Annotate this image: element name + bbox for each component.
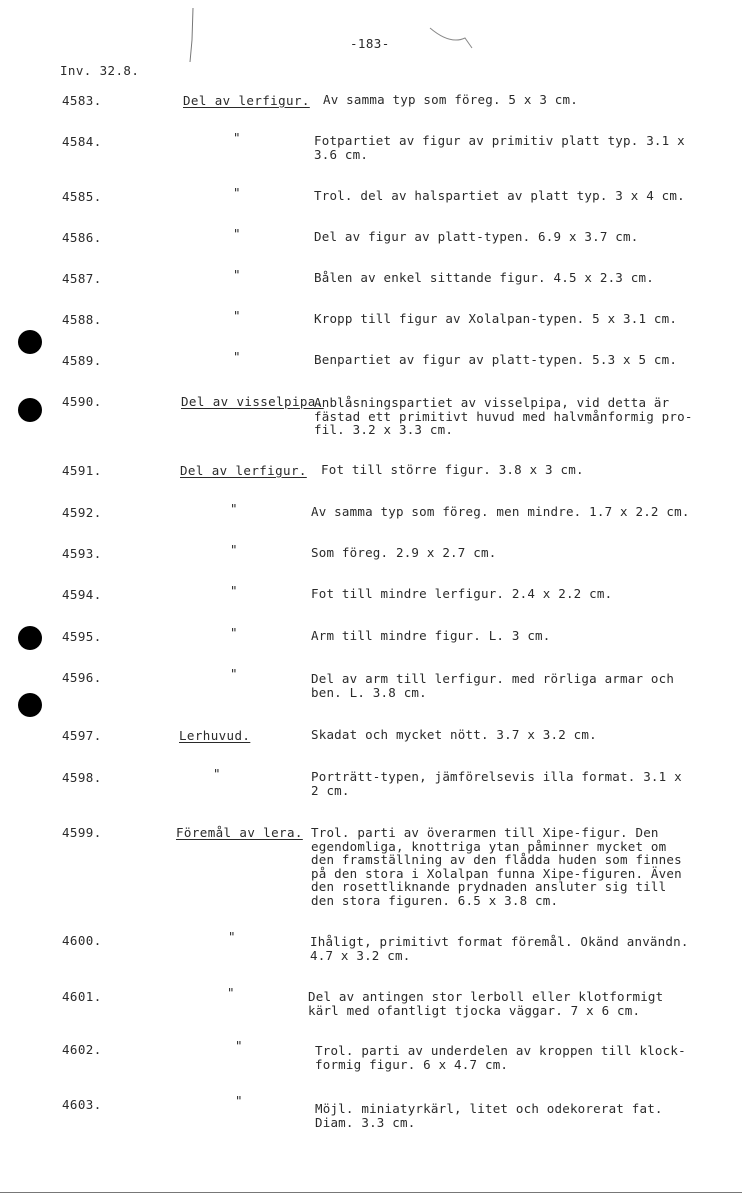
entry-description: Del av antingen stor lerboll eller klotformigt kärl med ofantligt tjocka väggar. 7 x 6 cm. xyxy=(308,989,664,1018)
entry-description: Benpartiet av figur av platt-typen. 5.3 x 5 cm. xyxy=(314,352,678,367)
entry-number: 4603. xyxy=(62,1097,102,1112)
punch-hole xyxy=(18,398,42,422)
entry-category: Föremål av lera. xyxy=(176,825,303,840)
punch-hole xyxy=(18,693,42,717)
entry-number: 4584. xyxy=(62,134,102,149)
entry-number: 4587. xyxy=(62,271,102,286)
ditto-mark: " xyxy=(213,766,221,781)
entry-category: Del av lerfigur. xyxy=(180,463,307,478)
entry-category: Del av lerfigur. xyxy=(183,93,310,108)
entry-description: Del av arm till lerfigur. med rörliga armar och ben. L. 3.8 cm. xyxy=(311,671,675,700)
entry-number: 4592. xyxy=(62,505,102,520)
ditto-mark: " xyxy=(235,1038,243,1053)
entry-description: Anblåsningspartiet av visselpipa, vid detta är fästad ett primitivt huvud med halvmånformig pro- fil. 3.2 x 3.3 cm. xyxy=(314,395,693,437)
entry-number: 4583. xyxy=(62,93,102,108)
entry-number: 4598. xyxy=(62,770,102,785)
punch-hole xyxy=(18,626,42,650)
entry-number: 4588. xyxy=(62,312,102,327)
page-bottom-edge xyxy=(0,1192,742,1193)
entry-description: Kropp till figur av Xolalpan-typen. 5 x 3.1 cm. xyxy=(314,311,678,326)
ditto-mark: " xyxy=(233,226,241,241)
entry-number: 4597. xyxy=(62,728,102,743)
ditto-mark: " xyxy=(230,625,238,640)
entry-description: Bålen av enkel sittande figur. 4.5 x 2.3 cm. xyxy=(314,270,654,285)
entry-description: Trol. parti av överarmen till Xipe-figur. Den egendomliga, knottriga ytan påminner mycket om den framställning av den flådda huden som finnes på den stora i Xolalpan funna Xipe-figuren. Även den rosettliknande prydnaden ansluter sig till den stora figuren. 6.5 x 3.8 cm. xyxy=(311,825,682,908)
ditto-mark: " xyxy=(233,308,241,323)
entry-description: Ihåligt, primitivt format föremål. Okänd användn. 4.7 x 3.2 cm. xyxy=(310,934,689,963)
ditto-mark: " xyxy=(230,666,238,681)
entry-description: Fot till större figur. 3.8 x 3 cm. xyxy=(321,462,584,477)
entry-number: 4602. xyxy=(62,1042,102,1057)
entry-number: 4586. xyxy=(62,230,102,245)
entry-number: 4601. xyxy=(62,989,102,1004)
entry-number: 4589. xyxy=(62,353,102,368)
entry-number: 4600. xyxy=(62,933,102,948)
entry-description: Trol. del av halspartiet av platt typ. 3 x 4 cm. xyxy=(314,188,685,203)
entry-description: Som föreg. 2.9 x 2.7 cm. xyxy=(311,545,497,560)
ditto-mark: " xyxy=(230,542,238,557)
entry-number: 4595. xyxy=(62,629,102,644)
entry-number: 4594. xyxy=(62,587,102,602)
ditto-mark: " xyxy=(227,985,235,1000)
entry-description: Möjl. miniatyrkärl, litet och odekorerat fat. Diam. 3.3 cm. xyxy=(315,1101,663,1130)
entry-description: Skadat och mycket nött. 3.7 x 3.2 cm. xyxy=(311,727,597,742)
ditto-mark: " xyxy=(233,185,241,200)
ditto-mark: " xyxy=(228,929,236,944)
ditto-mark: " xyxy=(233,130,241,145)
ditto-mark: " xyxy=(230,501,238,516)
entry-description: Av samma typ som föreg. men mindre. 1.7 x 2.2 cm. xyxy=(311,504,690,519)
entry-category: Lerhuvud. xyxy=(179,728,251,743)
entry-number: 4590. xyxy=(62,394,102,409)
entry-category: Del av visselpipa. xyxy=(181,394,324,409)
inventory-label: Inv. 32.8. xyxy=(60,63,140,78)
entry-description: Fotpartiet av figur av primitiv platt typ. 3.1 x 3.6 cm. xyxy=(314,133,685,162)
ditto-mark: " xyxy=(235,1093,243,1108)
ditto-mark: " xyxy=(233,267,241,282)
entry-description: Av samma typ som föreg. 5 x 3 cm. xyxy=(323,92,578,107)
entry-number: 4593. xyxy=(62,546,102,561)
entry-description: Arm till mindre figur. L. 3 cm. xyxy=(311,628,551,643)
punch-hole xyxy=(18,330,42,354)
ditto-mark: " xyxy=(233,349,241,364)
entry-number: 4585. xyxy=(62,189,102,204)
ditto-mark: " xyxy=(230,583,238,598)
entry-description: Trol. parti av underdelen av kroppen till klock- formig figur. 6 x 4.7 cm. xyxy=(315,1043,686,1072)
entry-number: 4599. xyxy=(62,825,102,840)
page-number: -183- xyxy=(350,36,390,51)
entry-number: 4596. xyxy=(62,670,102,685)
entry-description: Del av figur av platt-typen. 6.9 x 3.7 cm. xyxy=(314,229,639,244)
entry-number: 4591. xyxy=(62,463,102,478)
entry-description: Fot till mindre lerfigur. 2.4 x 2.2 cm. xyxy=(311,586,613,601)
entry-description: Porträtt-typen, jämförelsevis illa format. 3.1 x 2 cm. xyxy=(311,769,682,798)
